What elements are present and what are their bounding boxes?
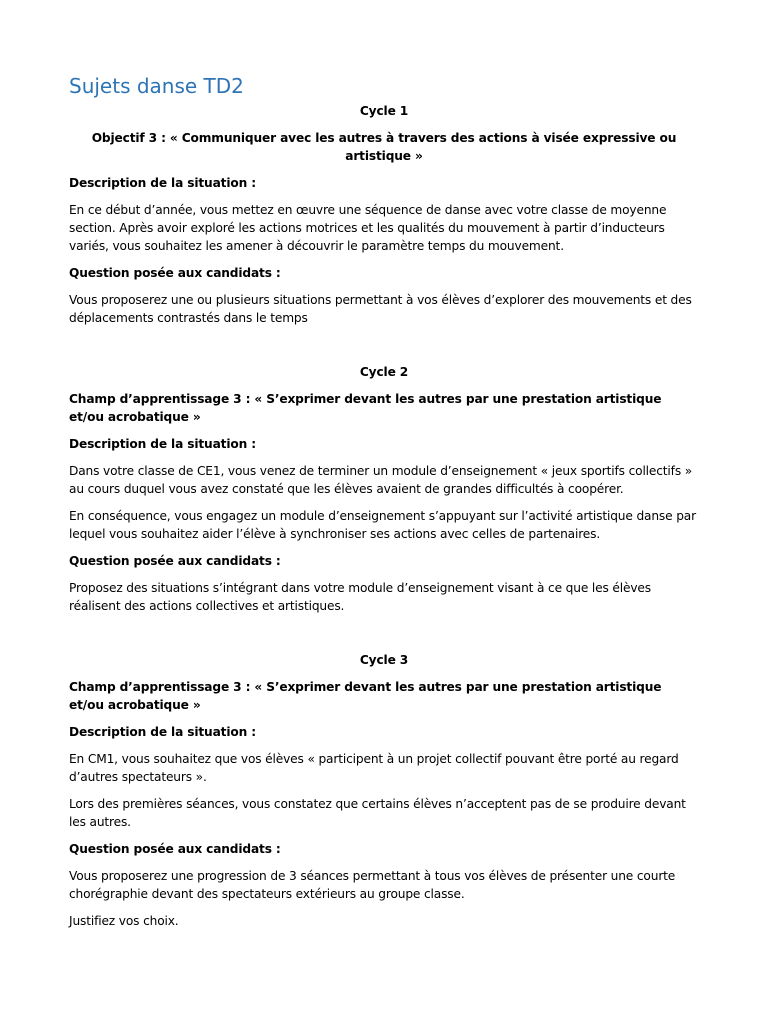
section-objective: Champ d’apprentissage 3 : « S’exprimer devant les autres par une prestation artistique et/ou acrobatique » — [69, 392, 662, 424]
section-objective: Champ d’apprentissage 3 : « S’exprimer devant les autres par une prestation artistique et/ou acrobatique » — [69, 680, 662, 712]
description-paragraph: Lors des premières séances, vous constatez que certains élèves n’acceptent pas de se produire devant les autres. — [69, 797, 686, 829]
description-paragraph: En ce début d’année, vous mettez en œuvre une séquence de danse avec votre classe de moyenne section. Après avoir exploré les actions motrices et les qualités du mouvement à partir d’inducteurs variés, vous souhaitez les amener à découvrir le paramètre temps du mouvement. — [69, 203, 667, 253]
question-paragraph: Vous proposerez une ou plusieurs situations permettant à vos élèves d’explorer des mouvements et des déplacements contrastés dans le temps — [69, 293, 692, 325]
question-paragraph: Vous proposerez une progression de 3 séances permettant à tous vos élèves de présenter une courte chorégraphie devant des spectateurs extérieurs au groupe classe. — [69, 869, 676, 901]
description-heading: Description de la situation : — [69, 176, 256, 190]
question-heading: Question posée aux candidats : — [69, 842, 281, 856]
question-paragraph: Proposez des situations s’intégrant dans votre module d’enseignement visant à ce que les élèves réalisent des actions collectives et artistiques. — [69, 581, 651, 613]
section-heading: Cycle 3 — [359, 653, 409, 667]
section-spacer — [69, 624, 699, 651]
document-page — [69, 70, 699, 939]
section-heading: Cycle 2 — [359, 365, 409, 379]
section-cycle-1 — [69, 102, 699, 327]
description-paragraph: Dans votre classe de CE1, vous venez de terminer un module d’enseignement « jeux sportifs collectifs » au cours duquel vous avez constaté que les élèves avaient de grandes difficultés à coopérer. — [69, 464, 693, 496]
section-spacer — [69, 336, 699, 363]
question-heading: Question posée aux candidats : — [69, 266, 281, 280]
question-paragraph: Justifiez vos choix. — [69, 914, 179, 928]
description-heading: Description de la situation : — [69, 437, 256, 451]
document-title: Sujets danse TD2 — [69, 74, 244, 98]
section-cycle-3 — [69, 651, 699, 930]
section-objective: Objectif 3 : « Communiquer avec les autres à travers des actions à visée expressive ou artistique » — [91, 131, 677, 163]
description-heading: Description de la situation : — [69, 725, 256, 739]
question-heading: Question posée aux candidats : — [69, 554, 281, 568]
section-heading: Cycle 1 — [359, 104, 409, 118]
description-paragraph: En CM1, vous souhaitez que vos élèves « participent à un projet collectif pouvant être porté au regard d’autres spectateurs ». — [69, 752, 679, 784]
section-cycle-2 — [69, 363, 699, 615]
description-paragraph: En conséquence, vous engagez un module d’enseignement s’appuyant sur l’activité artistique danse par lequel vous souhaitez aider l’élève à synchroniser ses actions avec celles de partenaires. — [69, 509, 696, 541]
